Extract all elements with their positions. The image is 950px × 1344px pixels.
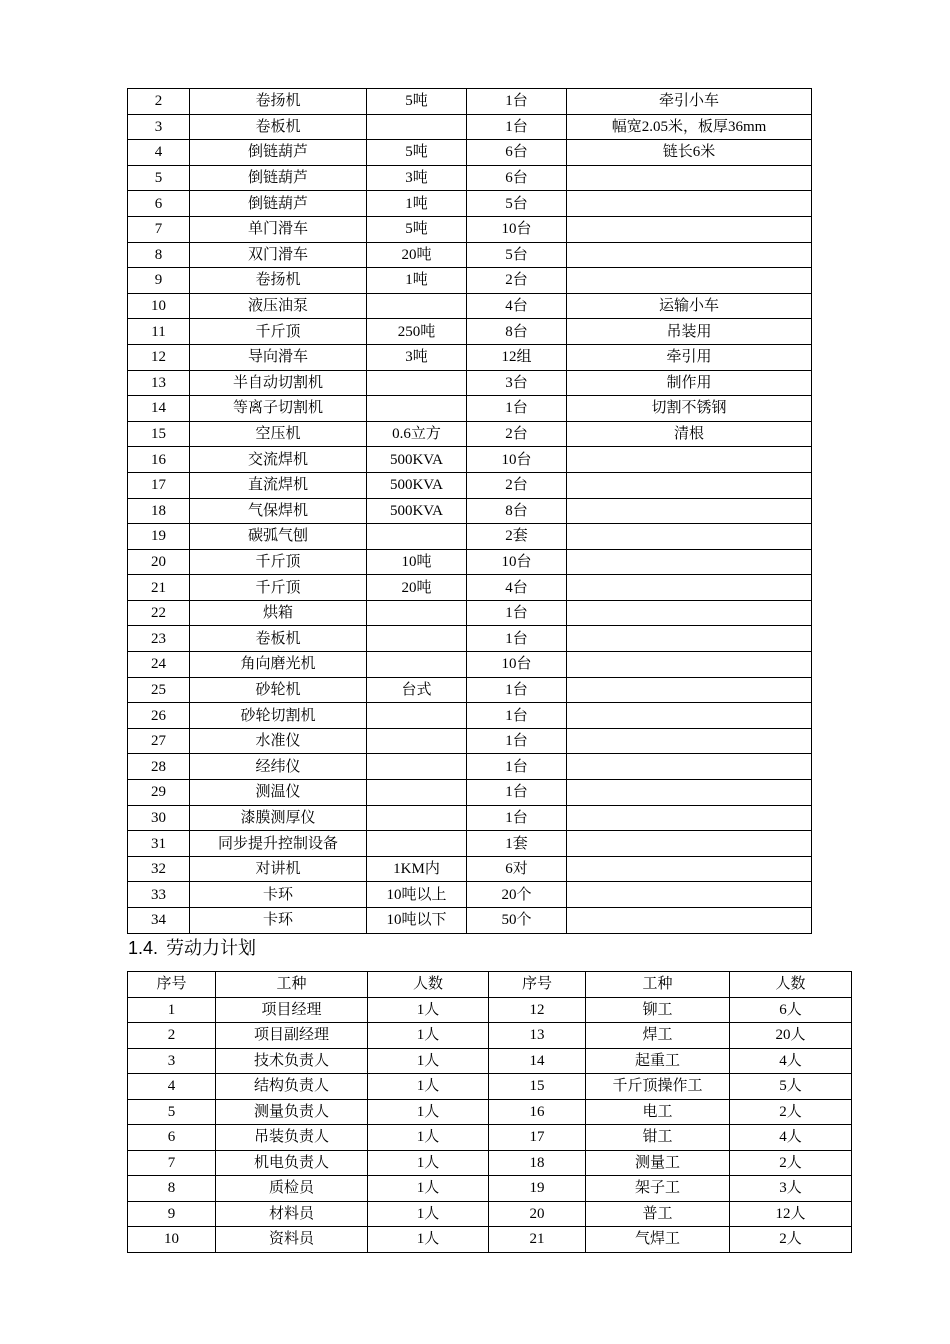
table-row [128,1048,852,1074]
specification-cell: 500KVA [367,498,467,524]
quantity-cell: 1台 [467,626,567,652]
table-row [128,1023,852,1049]
specification-cell: 台式 [367,677,467,703]
headcount-cell: 4人 [730,1048,852,1074]
table-row [128,472,812,498]
specification-cell: 0.6立方 [367,421,467,447]
table-row [128,575,812,601]
row-number-cell: 6 [128,1125,216,1151]
remarks-cell [567,600,812,626]
row-number-cell: 31 [128,831,190,857]
headcount-cell: 5人 [730,1074,852,1100]
equipment-name-cell: 单门滑车 [190,216,367,242]
remarks-cell [567,703,812,729]
table-row [128,677,812,703]
equipment-name-cell: 漆膜测厚仪 [190,805,367,831]
quantity-cell: 2台 [467,421,567,447]
equipment-name-cell: 千斤顶 [190,575,367,601]
column-header: 人数 [368,972,489,998]
row-number-cell: 29 [128,780,190,806]
table-row [128,780,812,806]
specification-cell: 5吨 [367,140,467,166]
remarks-cell [567,242,812,268]
row-number-cell: 15 [489,1074,586,1100]
specification-cell [367,831,467,857]
row-number-cell: 19 [128,524,190,550]
table-header-row [128,972,852,998]
equipment-name-cell: 砂轮机 [190,677,367,703]
headcount-cell: 4人 [730,1125,852,1151]
row-number-cell: 13 [128,370,190,396]
remarks-cell: 幅宽2.05米，板厚36mm [567,114,812,140]
specification-cell: 10吨以上 [367,882,467,908]
row-number-cell: 17 [489,1125,586,1151]
remarks-cell: 运输小车 [567,293,812,319]
equipment-name-cell: 卷扬机 [190,89,367,115]
quantity-cell: 6对 [467,856,567,882]
quantity-cell: 1台 [467,396,567,422]
specification-cell [367,293,467,319]
equipment-name-cell: 千斤顶 [190,549,367,575]
row-number-cell: 2 [128,89,190,115]
trade-cell: 气焊工 [586,1227,730,1253]
row-number-cell: 17 [128,472,190,498]
headcount-cell: 2人 [730,1150,852,1176]
row-number-cell: 5 [128,165,190,191]
equipment-name-cell: 倒链葫芦 [190,140,367,166]
quantity-cell: 1台 [467,754,567,780]
remarks-cell [567,754,812,780]
equipment-name-cell: 直流焊机 [190,472,367,498]
remarks-cell [567,524,812,550]
trade-cell: 测量工 [586,1150,730,1176]
row-number-cell: 32 [128,856,190,882]
table-row [128,1099,852,1125]
specification-cell [367,780,467,806]
trade-cell: 钳工 [586,1125,730,1151]
headcount-cell: 1人 [368,1099,489,1125]
remarks-cell: 牵引用 [567,344,812,370]
trade-cell: 资料员 [216,1227,368,1253]
table-row [128,268,812,294]
table-row [128,1150,852,1176]
row-number-cell: 26 [128,703,190,729]
row-number-cell: 12 [128,344,190,370]
row-number-cell: 21 [489,1227,586,1253]
table-row [128,421,812,447]
quantity-cell: 1台 [467,677,567,703]
quantity-cell: 3台 [467,370,567,396]
remarks-cell [567,447,812,473]
equipment-name-cell: 卡环 [190,882,367,908]
table-row [128,549,812,575]
quantity-cell: 1台 [467,728,567,754]
specification-cell: 20吨 [367,575,467,601]
remarks-cell [567,677,812,703]
quantity-cell: 1台 [467,703,567,729]
table-row [128,498,812,524]
row-number-cell: 10 [128,293,190,319]
table-row [128,831,812,857]
table-row [128,191,812,217]
remarks-cell [567,268,812,294]
headcount-cell: 1人 [368,1150,489,1176]
specification-cell: 5吨 [367,216,467,242]
quantity-cell: 10台 [467,652,567,678]
specification-cell [367,652,467,678]
remarks-cell: 清根 [567,421,812,447]
table-row [128,140,812,166]
row-number-cell: 14 [489,1048,586,1074]
row-number-cell: 23 [128,626,190,652]
quantity-cell: 6台 [467,140,567,166]
remarks-cell [567,472,812,498]
remarks-cell [567,575,812,601]
trade-cell: 技术负责人 [216,1048,368,1074]
remarks-cell [567,882,812,908]
row-number-cell: 22 [128,600,190,626]
table-row [128,600,812,626]
table-row [128,1201,852,1227]
equipment-name-cell: 空压机 [190,421,367,447]
specification-cell: 5吨 [367,89,467,115]
equipment-name-cell: 半自动切割机 [190,370,367,396]
equipment-name-cell: 倒链葫芦 [190,191,367,217]
equipment-name-cell: 卷板机 [190,114,367,140]
quantity-cell: 20个 [467,882,567,908]
remarks-cell [567,856,812,882]
remarks-cell: 制作用 [567,370,812,396]
quantity-cell: 10台 [467,447,567,473]
equipment-table [127,88,812,934]
trade-cell: 铆工 [586,997,730,1023]
trade-cell: 千斤顶操作工 [586,1074,730,1100]
equipment-name-cell: 经纬仪 [190,754,367,780]
headcount-cell: 2人 [730,1227,852,1253]
row-number-cell: 6 [128,191,190,217]
quantity-cell: 4台 [467,575,567,601]
table-row [128,319,812,345]
row-number-cell: 8 [128,242,190,268]
quantity-cell: 10台 [467,216,567,242]
row-number-cell: 16 [489,1099,586,1125]
specification-cell [367,703,467,729]
equipment-name-cell: 卷扬机 [190,268,367,294]
row-number-cell: 4 [128,1074,216,1100]
row-number-cell: 30 [128,805,190,831]
quantity-cell: 6台 [467,165,567,191]
equipment-name-cell: 卷板机 [190,626,367,652]
quantity-cell: 2台 [467,268,567,294]
specification-cell [367,524,467,550]
row-number-cell: 10 [128,1227,216,1253]
headcount-cell: 2人 [730,1099,852,1125]
equipment-name-cell: 卡环 [190,908,367,934]
remarks-cell [567,626,812,652]
equipment-name-cell: 交流焊机 [190,447,367,473]
table-row [128,882,812,908]
row-number-cell: 21 [128,575,190,601]
row-number-cell: 20 [128,549,190,575]
table-row [128,1074,852,1100]
specification-cell: 1吨 [367,268,467,294]
specification-cell [367,754,467,780]
trade-cell: 质检员 [216,1176,368,1202]
table-row [128,216,812,242]
headcount-cell: 12人 [730,1201,852,1227]
specification-cell: 500KVA [367,447,467,473]
row-number-cell: 18 [489,1150,586,1176]
trade-cell: 项目副经理 [216,1023,368,1049]
equipment-name-cell: 倒链葫芦 [190,165,367,191]
quantity-cell: 1台 [467,600,567,626]
headcount-cell: 1人 [368,1176,489,1202]
headcount-cell: 1人 [368,997,489,1023]
table-row [128,344,812,370]
specification-cell [367,396,467,422]
equipment-name-cell: 导向滑车 [190,344,367,370]
trade-cell: 焊工 [586,1023,730,1049]
quantity-cell: 8台 [467,319,567,345]
row-number-cell: 11 [128,319,190,345]
labor-plan-table [127,971,852,1253]
specification-cell: 500KVA [367,472,467,498]
table-row [128,370,812,396]
trade-cell: 吊装负责人 [216,1125,368,1151]
equipment-name-cell: 碳弧气刨 [190,524,367,550]
quantity-cell: 5台 [467,191,567,217]
specification-cell: 1吨 [367,191,467,217]
equipment-name-cell: 气保焊机 [190,498,367,524]
column-header: 人数 [730,972,852,998]
remarks-cell [567,908,812,934]
specification-cell: 1KM内 [367,856,467,882]
remarks-cell [567,780,812,806]
equipment-name-cell: 角向磨光机 [190,652,367,678]
remarks-cell: 切割不锈钢 [567,396,812,422]
row-number-cell: 27 [128,728,190,754]
equipment-name-cell: 双门滑车 [190,242,367,268]
row-number-cell: 9 [128,268,190,294]
row-number-cell: 16 [128,447,190,473]
headcount-cell: 1人 [368,1227,489,1253]
trade-cell: 测量负责人 [216,1099,368,1125]
remarks-cell [567,549,812,575]
table-row [128,908,812,934]
trade-cell: 架子工 [586,1176,730,1202]
row-number-cell: 19 [489,1176,586,1202]
table-row [128,89,812,115]
trade-cell: 电工 [586,1099,730,1125]
quantity-cell: 1台 [467,114,567,140]
quantity-cell: 5台 [467,242,567,268]
remarks-cell [567,728,812,754]
table-row [128,396,812,422]
table-row [128,754,812,780]
row-number-cell: 20 [489,1201,586,1227]
table-row [128,293,812,319]
table-row [128,703,812,729]
equipment-name-cell: 对讲机 [190,856,367,882]
quantity-cell: 2套 [467,524,567,550]
remarks-cell: 吊装用 [567,319,812,345]
specification-cell [367,728,467,754]
remarks-cell: 牵引小车 [567,89,812,115]
remarks-cell [567,165,812,191]
remarks-cell: 链长6米 [567,140,812,166]
headcount-cell: 3人 [730,1176,852,1202]
trade-cell: 材料员 [216,1201,368,1227]
remarks-cell [567,216,812,242]
table-row [128,728,812,754]
trade-cell: 机电负责人 [216,1150,368,1176]
headcount-cell: 6人 [730,997,852,1023]
table-row [128,242,812,268]
row-number-cell: 9 [128,1201,216,1227]
quantity-cell: 1台 [467,780,567,806]
row-number-cell: 12 [489,997,586,1023]
specification-cell: 3吨 [367,344,467,370]
table-row [128,1227,852,1253]
row-number-cell: 18 [128,498,190,524]
column-header: 序号 [489,972,586,998]
table-row [128,997,852,1023]
row-number-cell: 8 [128,1176,216,1202]
remarks-cell [567,805,812,831]
section-heading [128,936,256,960]
section-number: 1.4. [128,938,159,958]
section-title: 劳动力计划 [166,938,257,958]
trade-cell: 项目经理 [216,997,368,1023]
row-number-cell: 25 [128,677,190,703]
trade-cell: 起重工 [586,1048,730,1074]
specification-cell: 10吨 [367,549,467,575]
remarks-cell [567,652,812,678]
headcount-cell: 1人 [368,1023,489,1049]
row-number-cell: 33 [128,882,190,908]
row-number-cell: 28 [128,754,190,780]
remarks-cell [567,831,812,857]
quantity-cell: 10台 [467,549,567,575]
equipment-name-cell: 同步提升控制设备 [190,831,367,857]
equipment-name-cell: 砂轮切割机 [190,703,367,729]
row-number-cell: 3 [128,114,190,140]
column-header: 工种 [586,972,730,998]
headcount-cell: 1人 [368,1201,489,1227]
table-row [128,1125,852,1151]
row-number-cell: 13 [489,1023,586,1049]
specification-cell: 20吨 [367,242,467,268]
row-number-cell: 4 [128,140,190,166]
specification-cell: 250吨 [367,319,467,345]
specification-cell [367,626,467,652]
specification-cell [367,114,467,140]
equipment-name-cell: 等离子切割机 [190,396,367,422]
quantity-cell: 1台 [467,89,567,115]
row-number-cell: 1 [128,997,216,1023]
row-number-cell: 15 [128,421,190,447]
quantity-cell: 1套 [467,831,567,857]
trade-cell: 普工 [586,1201,730,1227]
table-row [128,805,812,831]
quantity-cell: 2台 [467,472,567,498]
remarks-cell [567,498,812,524]
row-number-cell: 24 [128,652,190,678]
equipment-name-cell: 烘箱 [190,600,367,626]
headcount-cell: 1人 [368,1074,489,1100]
headcount-cell: 20人 [730,1023,852,1049]
specification-cell: 3吨 [367,165,467,191]
headcount-cell: 1人 [368,1125,489,1151]
table-row [128,165,812,191]
row-number-cell: 7 [128,216,190,242]
table-row [128,626,812,652]
column-header: 序号 [128,972,216,998]
specification-cell [367,805,467,831]
equipment-name-cell: 千斤顶 [190,319,367,345]
row-number-cell: 2 [128,1023,216,1049]
table-row [128,1176,852,1202]
quantity-cell: 4台 [467,293,567,319]
row-number-cell: 34 [128,908,190,934]
quantity-cell: 8台 [467,498,567,524]
table-row [128,652,812,678]
column-header: 工种 [216,972,368,998]
quantity-cell: 50个 [467,908,567,934]
equipment-name-cell: 液压油泵 [190,293,367,319]
table-row [128,447,812,473]
row-number-cell: 3 [128,1048,216,1074]
row-number-cell: 14 [128,396,190,422]
specification-cell: 10吨以下 [367,908,467,934]
quantity-cell: 1台 [467,805,567,831]
quantity-cell: 12组 [467,344,567,370]
table-row [128,524,812,550]
trade-cell: 结构负责人 [216,1074,368,1100]
specification-cell [367,600,467,626]
equipment-name-cell: 水准仪 [190,728,367,754]
table-row [128,856,812,882]
row-number-cell: 5 [128,1099,216,1125]
table-row [128,114,812,140]
remarks-cell [567,191,812,217]
equipment-name-cell: 测温仪 [190,780,367,806]
specification-cell [367,370,467,396]
row-number-cell: 7 [128,1150,216,1176]
headcount-cell: 1人 [368,1048,489,1074]
